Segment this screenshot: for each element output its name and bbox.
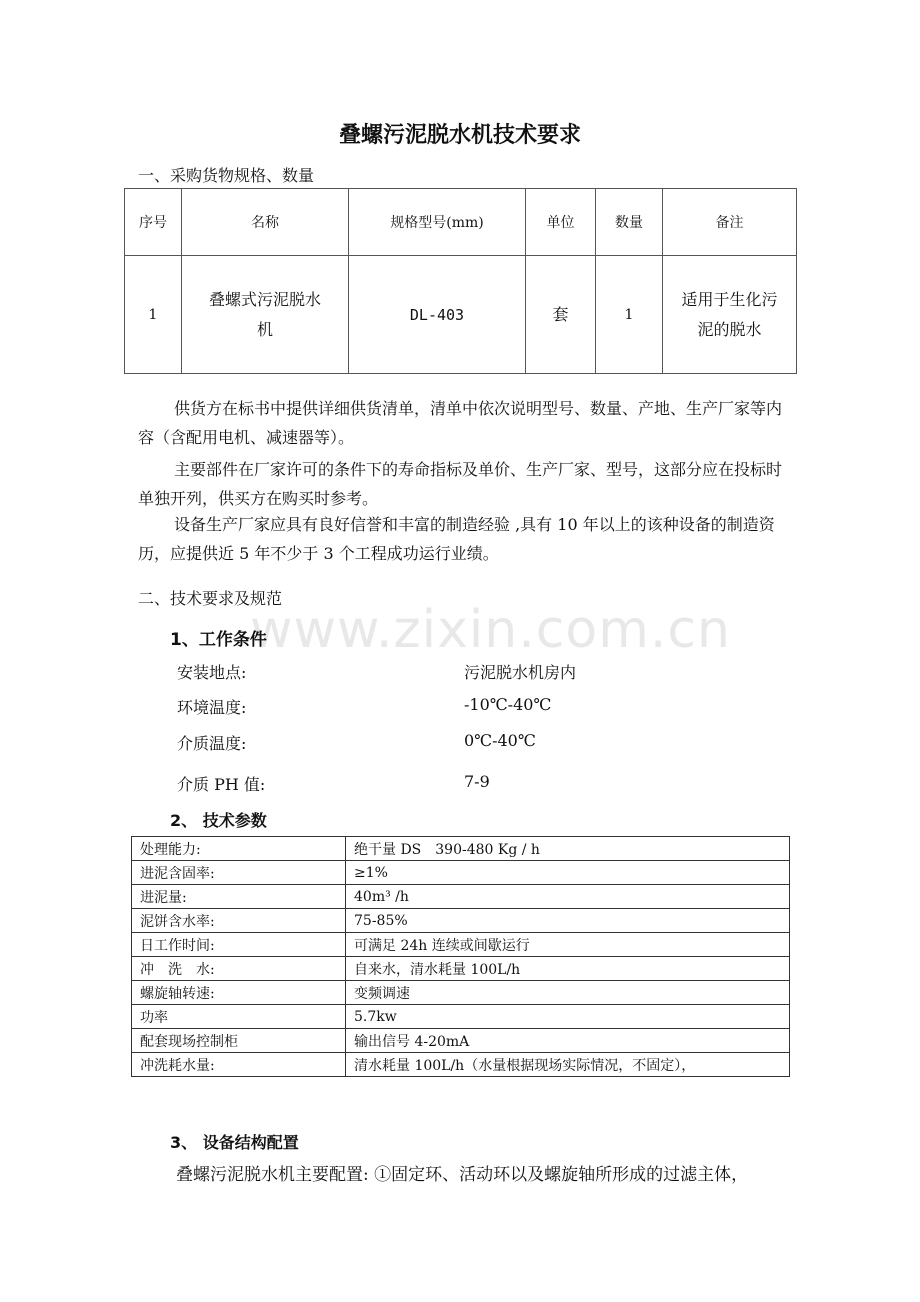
- condition-label: 介质 PH 值:: [177, 775, 266, 794]
- table-row: [125, 256, 797, 374]
- param-key: 进泥量:: [132, 885, 346, 909]
- cell-remark: 适用于生化污泥的脱水: [663, 256, 797, 374]
- table-row: [132, 1005, 790, 1029]
- structure-heading: 3、 设备结构配置: [170, 1133, 299, 1152]
- table-row: [132, 837, 790, 861]
- cell-name: 叠螺式污泥脱水机: [182, 256, 349, 374]
- section1-heading: 一、采购货物规格、数量: [138, 166, 315, 185]
- header-cell: 规格型号(mm): [349, 189, 526, 256]
- header-cell: 备注: [663, 189, 797, 256]
- param-key: 日工作时间:: [132, 933, 346, 957]
- condition-value: -10℃-40℃: [464, 695, 552, 714]
- watermark: www.zixin.com.cn: [250, 600, 731, 660]
- cell-qty: 1: [596, 256, 663, 374]
- param-value: 可满足 24h 连续或间歇运行: [346, 933, 790, 957]
- param-value: 绝干量 DS 390-480 Kg / h: [346, 837, 790, 861]
- condition-value: 污泥脱水机房内: [464, 663, 577, 682]
- param-value: 变频调速: [346, 981, 790, 1005]
- condition-label: 介质温度:: [177, 734, 247, 753]
- tech-params-table: [131, 836, 790, 1077]
- condition-value: 7-9: [464, 772, 490, 791]
- structure-text: 叠螺污泥脱水机主要配置: ①固定环、活动环以及螺旋轴所形成的过滤主体，: [176, 1165, 749, 1185]
- param-key: 冲洗耗水量:: [132, 1053, 346, 1077]
- condition-label: 环境温度:: [177, 698, 247, 717]
- param-key: 功率: [132, 1005, 346, 1029]
- param-value: ≥1%: [346, 861, 790, 885]
- param-key: 配套现场控制柜: [132, 1029, 346, 1053]
- cell-model: DL-403: [349, 256, 526, 374]
- paragraph: 设备生产厂家应具有良好信誉和丰富的制造经验 ,具有 10 年以上的该种设备的制造资历，应提供近 5 年不少于 3 个工程成功运行业绩。: [138, 515, 775, 563]
- param-key: 泥饼含水率:: [132, 909, 346, 933]
- header-cell: 序号: [125, 189, 182, 256]
- table-row: [132, 909, 790, 933]
- param-key: 进泥含固率:: [132, 861, 346, 885]
- table-row: [132, 933, 790, 957]
- param-value: 输出信号 4-20mA: [346, 1029, 790, 1053]
- condition-value: 0℃-40℃: [464, 731, 536, 750]
- table-row: [132, 1029, 790, 1053]
- table-row: [132, 957, 790, 981]
- condition-label: 安装地点:: [177, 663, 247, 682]
- param-value: 自来水，清水耗量 100L/h: [346, 957, 790, 981]
- param-value: 75-85%: [346, 909, 790, 933]
- tech-params-heading: 2、 技术参数: [170, 811, 267, 830]
- document-title: 叠螺污泥脱水机技术要求: [338, 123, 581, 148]
- section2-heading: 二、技术要求及规范: [138, 589, 283, 608]
- table-row: [132, 1053, 790, 1077]
- cell-no: 1: [125, 256, 182, 374]
- param-value: 40m³ /h: [346, 885, 790, 909]
- header-cell: 名称: [182, 189, 349, 256]
- paragraph: 供货方在标书中提供详细供货清单，清单中依次说明型号、数量、产地、生产厂家等内容（含配用电机、减速器等）。: [138, 399, 783, 447]
- table-row: [132, 981, 790, 1005]
- header-cell: 数量: [596, 189, 663, 256]
- param-key: 螺旋轴转速:: [132, 981, 346, 1005]
- header-cell: 单位: [526, 189, 596, 256]
- param-key: 冲 洗 水:: [132, 957, 346, 981]
- paragraph: 主要部件在厂家许可的条件下的寿命指标及单价、生产厂家、型号，这部分应在投标时单独开列，供买方在购买时参考。: [138, 460, 783, 508]
- table-header-row: [125, 189, 797, 256]
- cell-unit: 套: [526, 256, 596, 374]
- param-key: 处理能力:: [132, 837, 346, 861]
- table-row: [132, 885, 790, 909]
- procurement-table: [124, 188, 797, 374]
- param-value: 5.7kw: [346, 1005, 790, 1029]
- param-value: 清水耗量 100L/h（水量根据现场实际情况，不固定），: [346, 1053, 790, 1077]
- work-conditions-heading: 1、工作条件: [170, 630, 267, 650]
- table-row: [132, 861, 790, 885]
